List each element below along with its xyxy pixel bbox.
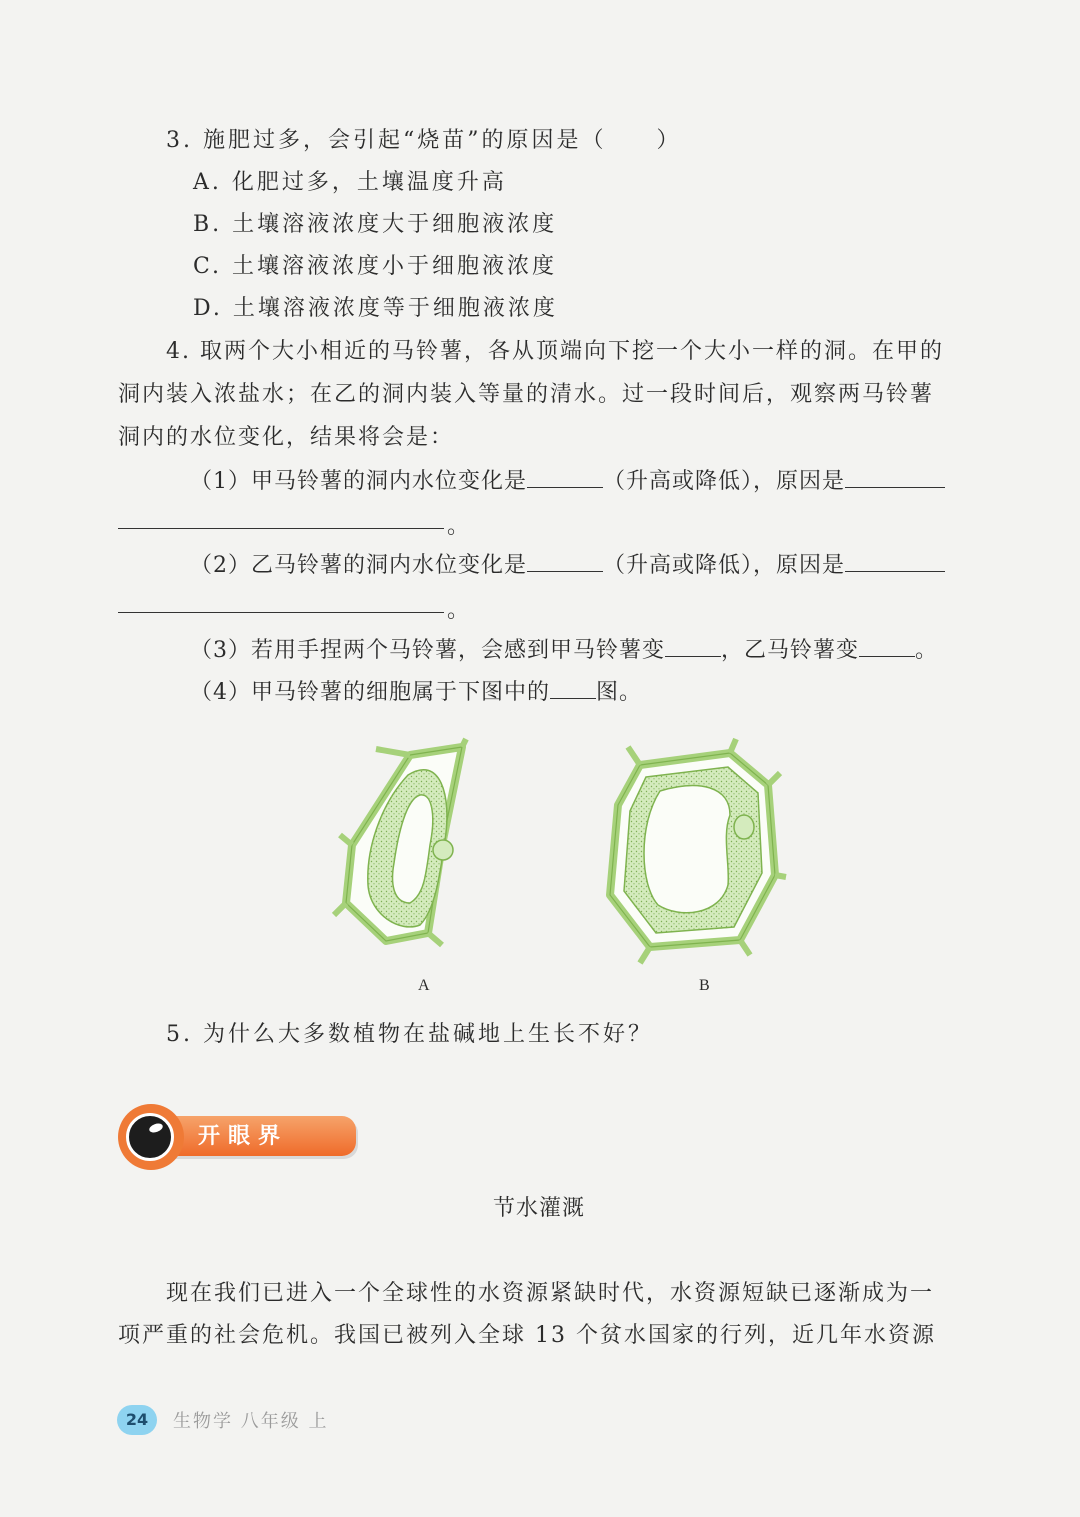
answer-blank[interactable]	[527, 549, 603, 572]
q4-part-4-end: 图。	[596, 680, 643, 705]
figure-label-a: A	[418, 977, 430, 994]
answer-blank[interactable]	[859, 634, 915, 657]
answer-blank[interactable]	[550, 676, 596, 699]
q5-question: 5. 为什么大多数植物在盐碱地上生长不好？	[166, 1022, 653, 1047]
q4-part-1-text: （1）甲马铃薯的洞内水位变化是	[190, 469, 527, 494]
eye-icon	[118, 1104, 184, 1170]
q4-part-3-end: 。	[915, 638, 939, 663]
q4-line-3: 洞内的水位变化，结果将会是：	[118, 425, 455, 450]
q4-part-2-end: 。	[447, 598, 473, 623]
answer-blank[interactable]	[845, 465, 945, 488]
cell-a-diagram	[334, 739, 466, 945]
figure-label-b: B	[699, 977, 710, 994]
answer-blank[interactable]	[665, 634, 721, 657]
answer-blank[interactable]	[118, 612, 444, 613]
q4-part-1-end: 。	[447, 514, 473, 539]
q4-part-1-hint: （升高或降低），原因是	[603, 469, 846, 494]
q4-part-3-text: （3）若用手捏两个马铃薯，会感到甲马铃薯变	[190, 638, 665, 663]
q4-part-2-text: （2）乙马铃薯的洞内水位变化是	[190, 553, 527, 578]
article-line-1: 现在我们已进入一个全球性的水资源紧缺时代，水资源短缺已逐渐成为一	[166, 1281, 935, 1306]
page-number: 24	[117, 1405, 157, 1435]
q4-line-1: 4. 取两个大小相近的马铃薯，各从顶端向下挖一个大小一样的洞。在甲的	[166, 339, 944, 364]
q4-part-4	[190, 676, 642, 708]
q4-part-3	[190, 634, 938, 666]
answer-blank[interactable]	[845, 549, 945, 572]
q3-option-c: C. 土壤溶液浓度小于细胞液浓度	[193, 254, 558, 279]
answer-blank[interactable]	[527, 465, 603, 488]
eye-pupil	[126, 1113, 174, 1161]
q4-part-3-mid: ，乙马铃薯变	[721, 638, 860, 663]
q3-stem: 3. 施肥过多，会引起“烧苗”的原因是（ ）	[166, 128, 682, 153]
cell-b-diagram	[610, 739, 786, 963]
q3-option-b: B. 土壤溶液浓度大于细胞液浓度	[193, 212, 558, 237]
cell-figure	[330, 735, 800, 975]
article-title: 节水灌溉	[493, 1196, 586, 1221]
q4-part-2	[190, 549, 945, 581]
q3-option-a: A. 化肥过多，土壤温度升高	[193, 170, 507, 195]
article-line-2: 项严重的社会危机。我国已被列入全球 13 个贫水国家的行列，近几年水资源	[118, 1323, 936, 1348]
book-title: 生物学 八年级 上	[173, 1411, 329, 1432]
q3-option-d: D. 土壤溶液浓度等于细胞液浓度	[193, 296, 558, 321]
section-badge-label: 开眼界	[198, 1124, 289, 1149]
q4-part-2-hint: （升高或降低），原因是	[603, 553, 846, 578]
answer-blank[interactable]	[118, 528, 444, 529]
q4-part-4-text: （4）甲马铃薯的细胞属于下图中的	[190, 680, 550, 705]
q4-line-2: 洞内装入浓盐水；在乙的洞内装入等量的清水。过一段时间后，观察两马铃薯	[118, 382, 935, 407]
section-badge	[118, 1104, 358, 1170]
q4-part-1	[190, 465, 945, 497]
